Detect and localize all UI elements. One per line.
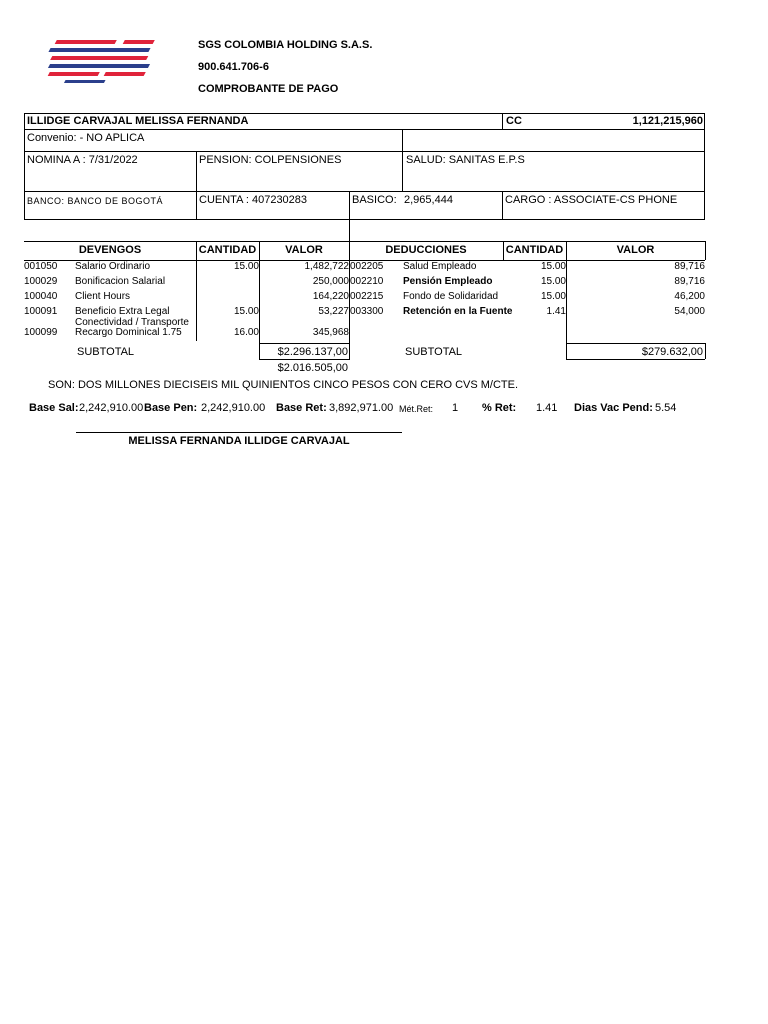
deduccion-concept: Salud Empleado <box>403 261 477 272</box>
subtotal-devengos-label: SUBTOTAL <box>77 346 135 358</box>
header-valor-devengos: VALOR <box>285 244 323 256</box>
deduccion-code: 002205 <box>350 261 384 272</box>
devengo-value: 53,227 <box>318 306 349 317</box>
devengo-concept: Beneficio Extra Legal <box>75 306 170 317</box>
devengo-code: 100091 <box>24 306 58 317</box>
deduccion-concept: Fondo de Solidaridad <box>403 291 499 302</box>
net-pay-value: $2.016.505,00 <box>277 362 348 374</box>
base-pen-label: Base Pen: <box>144 402 198 414</box>
signature-name: MELISSA FERNANDA ILLIDGE CARVAJAL <box>128 435 350 447</box>
devengo-concept: Client Hours <box>75 291 131 302</box>
deduccion-qty: 15.00 <box>540 291 566 302</box>
deduccion-code: 002215 <box>350 291 384 302</box>
basic-salary-label: BASICO: <box>352 194 397 206</box>
deduccion-code: 003300 <box>350 306 384 317</box>
devengo-concept: Recargo Dominical 1.75 <box>75 327 182 338</box>
deduccion-value: 46,200 <box>674 291 705 302</box>
devengo-value: 250,000 <box>312 276 349 287</box>
deduccion-concept: Pensión Empleado <box>403 276 493 287</box>
vacation-days-label: Dias Vac Pend: <box>574 402 653 414</box>
id-type: CC <box>506 115 522 127</box>
deduccion-value: 54,000 <box>674 306 705 317</box>
convenio: Convenio: - NO APLICA <box>27 132 145 144</box>
health-provider: SALUD: SANITAS E.P.S <box>406 154 525 166</box>
company-name: SGS COLOMBIA HOLDING S.A.S. <box>198 39 373 51</box>
vacation-days-value: 5.54 <box>655 402 677 414</box>
nomina-date: NOMINA A : 7/31/2022 <box>27 154 138 166</box>
base-ret-label: Base Ret: <box>276 402 327 414</box>
header-cantidad-devengos: CANTIDAD <box>198 244 257 256</box>
devengo-qty: 15.00 <box>233 261 259 272</box>
devengo-code: 100099 <box>24 327 58 338</box>
header-devengos: DEVENGOS <box>78 244 142 256</box>
account-number: CUENTA : 407230283 <box>199 194 308 206</box>
job-title: CARGO : ASSOCIATE-CS PHONE <box>505 194 678 206</box>
deduccion-value: 89,716 <box>674 261 705 272</box>
deduccion-qty: 1.41 <box>546 306 566 317</box>
deduccion-qty: 15.00 <box>540 261 566 272</box>
subtotal-devengos-value: $2.296.137,00 <box>277 346 348 358</box>
base-ret-value: 3,892,971.00 <box>329 402 394 414</box>
met-ret-label: Mét.Ret: <box>399 404 434 414</box>
subtotal-deducciones-label: SUBTOTAL <box>405 346 463 358</box>
pension-fund: PENSION: COLPENSIONES <box>199 154 342 166</box>
deduccion-value: 89,716 <box>674 276 705 287</box>
company-logo <box>30 34 190 86</box>
base-sal-value: 2,242,910.00 <box>79 402 144 414</box>
subtotal-deducciones-value: $279.632,00 <box>641 346 703 358</box>
devengo-value: 345,968 <box>312 327 349 338</box>
bank: BANCO: BANCO DE BOGOTÁ <box>27 196 164 206</box>
deduccion-concept: Retención en la Fuente <box>403 306 513 317</box>
id-number: 1,121,215,960 <box>632 115 703 127</box>
devengo-value: 1,482,722 <box>304 261 349 272</box>
header-cantidad-deducciones: CANTIDAD <box>505 244 564 256</box>
amount-in-words: SON: DOS MILLONES DIECISEIS MIL QUINIENTOS CINCO PESOS CON CERO CVS M/CTE. <box>48 379 519 391</box>
devengo-code: 001050 <box>24 261 58 272</box>
devengo-concept: Salario Ordinario <box>75 261 151 272</box>
base-sal-label: Base Sal: <box>29 402 79 414</box>
devengo-concept-line2: Conectividad / Transporte <box>75 317 189 328</box>
devengo-qty: 15.00 <box>233 306 259 317</box>
employee-name: ILLIDGE CARVAJAL MELISSA FERNANDA <box>27 115 249 127</box>
pct-ret-value: 1.41 <box>536 402 558 414</box>
basic-salary-value: 2,965,444 <box>404 194 453 206</box>
devengo-code: 100040 <box>24 291 58 302</box>
header-deducciones: DEDUCCIONES <box>385 244 467 256</box>
header-valor-deducciones: VALOR <box>616 244 655 256</box>
deduccion-code: 002210 <box>350 276 384 287</box>
company-nit: 900.641.706-6 <box>198 61 269 73</box>
devengo-concept: Bonificacion Salarial <box>75 276 166 287</box>
devengo-value: 164,220 <box>312 291 349 302</box>
pct-ret-label: % Ret: <box>482 402 517 414</box>
signature-line <box>76 432 402 433</box>
document-title: COMPROBANTE DE PAGO <box>198 83 339 95</box>
deduccion-qty: 15.00 <box>540 276 566 287</box>
devengo-qty: 16.00 <box>233 327 259 338</box>
met-ret-value: 1 <box>452 402 459 414</box>
devengo-code: 100029 <box>24 276 58 287</box>
base-pen-value: 2,242,910.00 <box>201 402 266 414</box>
